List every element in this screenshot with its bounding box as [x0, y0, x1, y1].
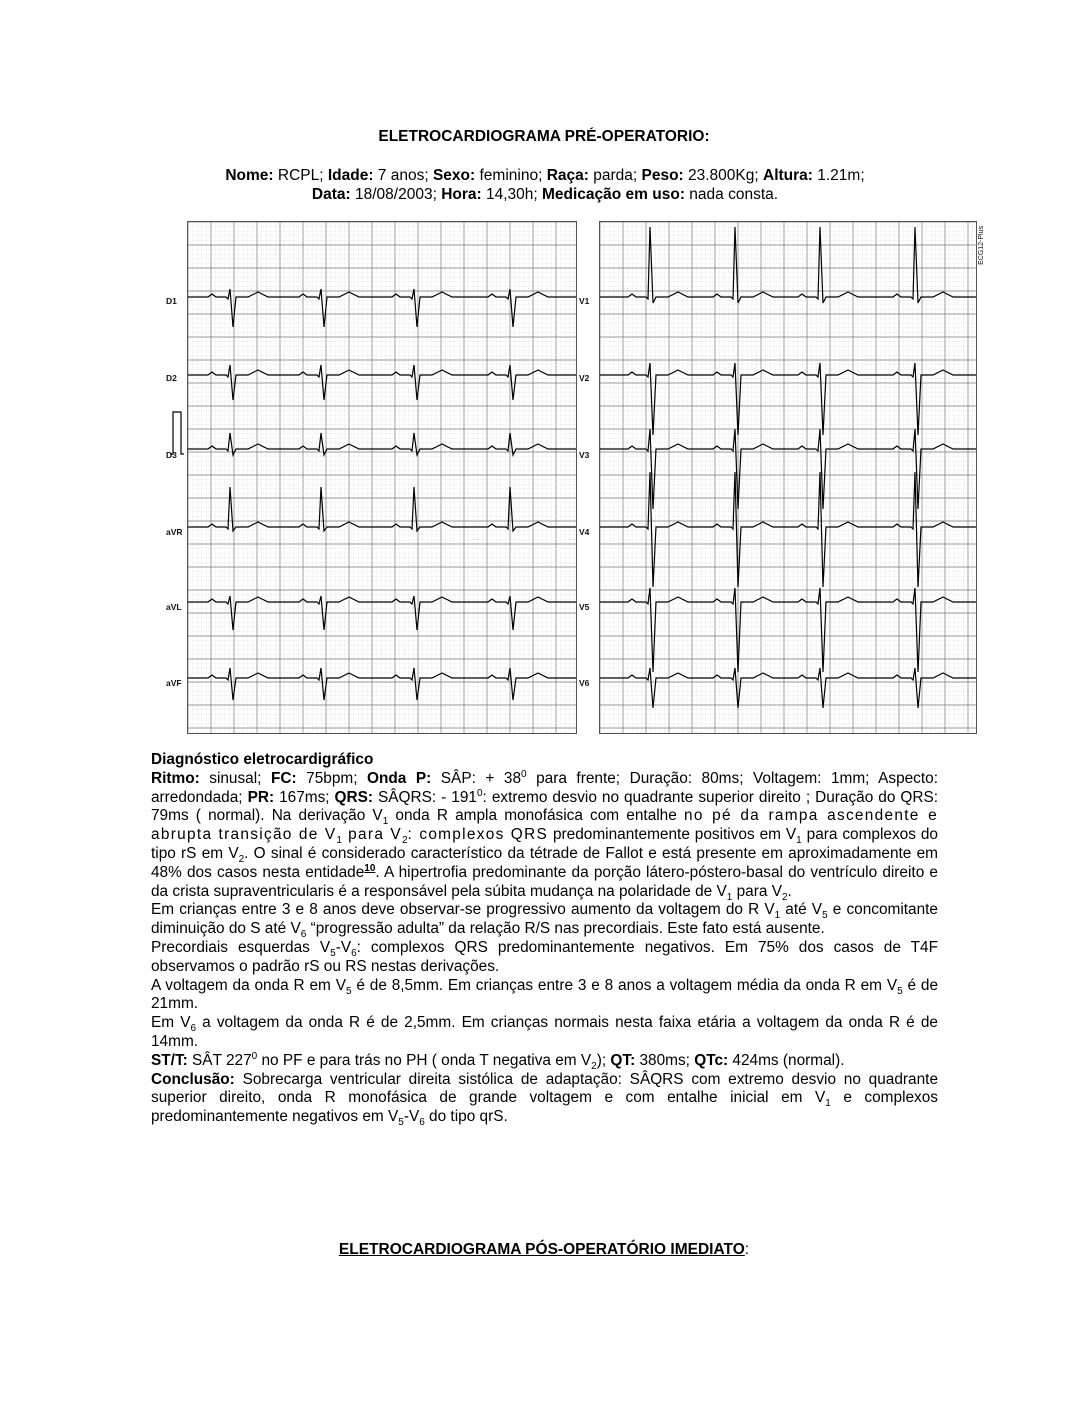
ecg-trace-v3 — [600, 429, 976, 509]
ecg-limb-leads-trace — [188, 222, 576, 733]
text-run: . — [787, 882, 792, 900]
diagnosis-section — [151, 751, 938, 1127]
text-run: 5 — [345, 985, 352, 997]
text-run: FC: — [270, 769, 297, 787]
text-run: e concomitante diminuição do S até V — [151, 901, 938, 938]
ecg-trace-avr — [188, 487, 576, 531]
text-run: 5 — [897, 985, 903, 997]
text-run: Em crianças entre 3 e 8 anos deve observar-se progressivo aumento da voltagem do R V — [151, 901, 775, 919]
text-run: SÂQRS: - 191 — [373, 788, 477, 806]
field-label: Raça: — [546, 167, 589, 184]
field-value: RCPL; — [273, 167, 328, 184]
field-label: Nome: — [225, 167, 274, 184]
text-run: 6 — [351, 948, 357, 960]
text-run: para frente; Duração: 80ms; Voltagem: 1mm; Aspecto: arredondada; — [151, 769, 938, 806]
text-run: SÂP: + 38 — [431, 769, 522, 787]
text-run: : complexos QRS predominantemente negativos. Em 75% dos casos de T4F observamos o padrão rS ou RS nestas derivações. — [151, 938, 938, 975]
diagnosis-paragraph — [151, 1052, 938, 1071]
text-run: -V — [335, 938, 352, 956]
lead-label-v6: V6 — [579, 678, 590, 688]
diagnosis-paragraph — [151, 1014, 938, 1052]
ecg-precordial-leads-trace — [600, 222, 976, 733]
text-run: 1 — [796, 835, 802, 847]
text-run: para V — [732, 882, 782, 900]
ecg-strip-limb-leads — [187, 221, 577, 734]
lead-label-v2: V2 — [579, 373, 590, 383]
text-run: no pé da rampa ascendente e abrupta transição de V — [151, 807, 938, 844]
ecg-trace-d2 — [188, 365, 576, 400]
text-run: 0 — [521, 768, 527, 780]
field-label: Medicação em uso: — [542, 186, 685, 203]
text-run: 6 — [300, 929, 307, 941]
text-run: 167ms; — [274, 788, 335, 806]
text-run: até V — [780, 901, 823, 919]
text-run: a voltagem da onda R é de 2,5mm. Em crianças normais nesta faixa etária a voltagem da onda R é de 14mm. — [151, 1014, 938, 1050]
text-run: 5 — [822, 910, 828, 922]
text-run: para V — [341, 826, 402, 844]
text-run: : complexos QRS — [407, 826, 549, 844]
diagnosis-paragraph — [151, 977, 938, 1015]
text-run: Em V — [151, 1014, 191, 1032]
field-value: nada consta. — [685, 186, 779, 203]
text-run: : extremo desvio no quadrante superior direito ; Duração do QRS: 79ms ( normal). Na derivação V — [151, 788, 938, 825]
text-run: é de 21mm. — [151, 976, 939, 1013]
field-value: parda; — [588, 167, 642, 184]
field-label: Peso: — [641, 167, 684, 184]
field-label: Hora: — [441, 186, 482, 203]
text-run: . O sinal é considerado característico da tétrade de Fallot e está presente em aproximadamente em 48% dos casos nesta entidade — [151, 844, 938, 881]
text-run: 6 — [419, 1117, 425, 1129]
text-run: é de 8,5mm. Em crianças entre 3 e 8 anos a voltagem média da onda R em V — [351, 976, 898, 994]
text-run: 2 — [781, 891, 788, 903]
lead-label-avl: aVL — [166, 602, 182, 612]
text-run: 0 — [476, 787, 483, 799]
text-run: SÂT 227 — [187, 1051, 252, 1069]
text-run: predominantemente positivos em V — [548, 826, 797, 844]
text-run: 1 — [336, 835, 342, 847]
text-run: 2 — [238, 854, 245, 866]
field-label: Altura: — [763, 167, 813, 184]
field-label: Sexo: — [432, 167, 476, 184]
text-run: e complexos predominantemente negativos em V — [151, 1089, 938, 1126]
diagnosis-paragraph — [151, 770, 938, 902]
text-run: . A hipertrofia predominante da porção látero-póstero-basal do ventrículo direito e da crista supraventricularis é a responsável pela súbita mudança na polaridade de V — [151, 863, 938, 900]
text-run: 424ms (normal). — [728, 1051, 845, 1069]
ecg-trace-v6 — [600, 668, 976, 708]
lead-label-v1: V1 — [579, 296, 590, 306]
ecg-trace-d1 — [188, 289, 576, 327]
field-value: 7 anos; — [373, 167, 433, 184]
ecg-trace-v5 — [600, 588, 976, 672]
text-run: QTc: — [694, 1051, 729, 1069]
text-run: 0 — [251, 1050, 258, 1062]
footer-title-suffix: : — [744, 1241, 750, 1258]
lead-label-v5: V5 — [579, 602, 590, 612]
text-run: no PF e para trás no PH ( onda T negativa em V — [257, 1051, 592, 1069]
text-run: 1 — [774, 910, 781, 922]
field-value: feminino; — [475, 167, 547, 184]
text-run: sinusal; — [199, 769, 271, 787]
lead-label-v4: V4 — [579, 527, 590, 537]
lead-label-d2: D2 — [166, 373, 177, 383]
calibration-pulse-icon — [168, 408, 186, 456]
text-run: 1 — [726, 891, 733, 903]
text-run: 2 — [401, 835, 408, 847]
text-run: 5 — [330, 948, 336, 960]
text-run: “progressão adulta” da relação R/S nas precordiais. Este fato está ausente. — [306, 920, 825, 938]
ecg-strip-precordial-leads — [599, 221, 977, 734]
diagnosis-paragraph — [151, 901, 938, 939]
text-run: A voltagem da onda R em V — [151, 976, 346, 994]
text-run: QT: — [610, 1051, 636, 1069]
text-run: 2 — [591, 1060, 597, 1072]
conclusion-paragraph — [151, 1071, 938, 1127]
text-run: ST/T: — [151, 1051, 188, 1069]
text-run: PR: — [247, 788, 275, 806]
page-title: ELETROCARDIOGRAMA PRÉ-OPERATORIO: — [378, 128, 710, 145]
text-run: para complexos do tipo rS em V — [151, 826, 938, 862]
lead-label-d3: D3 — [166, 450, 177, 460]
text-run: 75bpm; — [296, 769, 368, 787]
text-run: 1 — [382, 816, 389, 828]
lead-label-avr: aVR — [166, 527, 183, 537]
text-run: 1 — [825, 1098, 831, 1110]
field-value: 14,30h; — [481, 186, 542, 203]
patient-info-line-2 — [150, 185, 940, 204]
footer-title — [0, 1241, 1088, 1259]
field-value: 18/08/2003; — [350, 186, 442, 203]
text-run: do tipo qrS. — [424, 1108, 508, 1126]
text-run: Ritmo: — [151, 769, 200, 787]
device-label: ECG12-Plus — [978, 226, 985, 265]
field-value: 1.21m; — [812, 167, 865, 184]
text-run: Sobrecarga ventricular direita sistólica de adaptação: SÂQRS com extremo desvio no quadrante superior direito, onda R monofásica de grande voltagem e com entalhe inicial em V — [151, 1070, 938, 1107]
text-run: ); — [596, 1051, 611, 1069]
lead-label-v3: V3 — [579, 450, 590, 460]
reference-marker: 10 — [364, 862, 376, 874]
diagnosis-paragraph — [151, 939, 938, 977]
text-run: 380ms; — [635, 1051, 695, 1069]
text-run: Onda P: — [367, 769, 432, 787]
text-run: Conclusão: — [151, 1070, 235, 1088]
text-run: -V — [403, 1108, 420, 1126]
text-run: onda R ampla monofásica com entalhe — [388, 807, 684, 825]
ecg-trace-v4 — [600, 472, 976, 587]
field-label: Idade: — [327, 167, 374, 184]
text-run: 5 — [398, 1117, 404, 1129]
lead-label-avf: aVF — [166, 678, 182, 688]
footer-title-text: ELETROCARDIOGRAMA PÓS-OPERATÓRIO IMEDIATO — [338, 1241, 745, 1258]
text-run: 6 — [190, 1023, 197, 1035]
ecg-trace-v1 — [600, 227, 976, 303]
text-run: QRS: — [334, 788, 374, 806]
patient-info-line-1 — [150, 166, 940, 185]
text-run: Precordiais esquerdas V — [151, 938, 331, 956]
diagnosis-heading: Diagnóstico eletrocardigráfico — [151, 751, 374, 768]
field-label: Data: — [311, 186, 351, 203]
field-value: 23.800Kg; — [683, 167, 763, 184]
lead-label-d1: D1 — [166, 296, 177, 306]
